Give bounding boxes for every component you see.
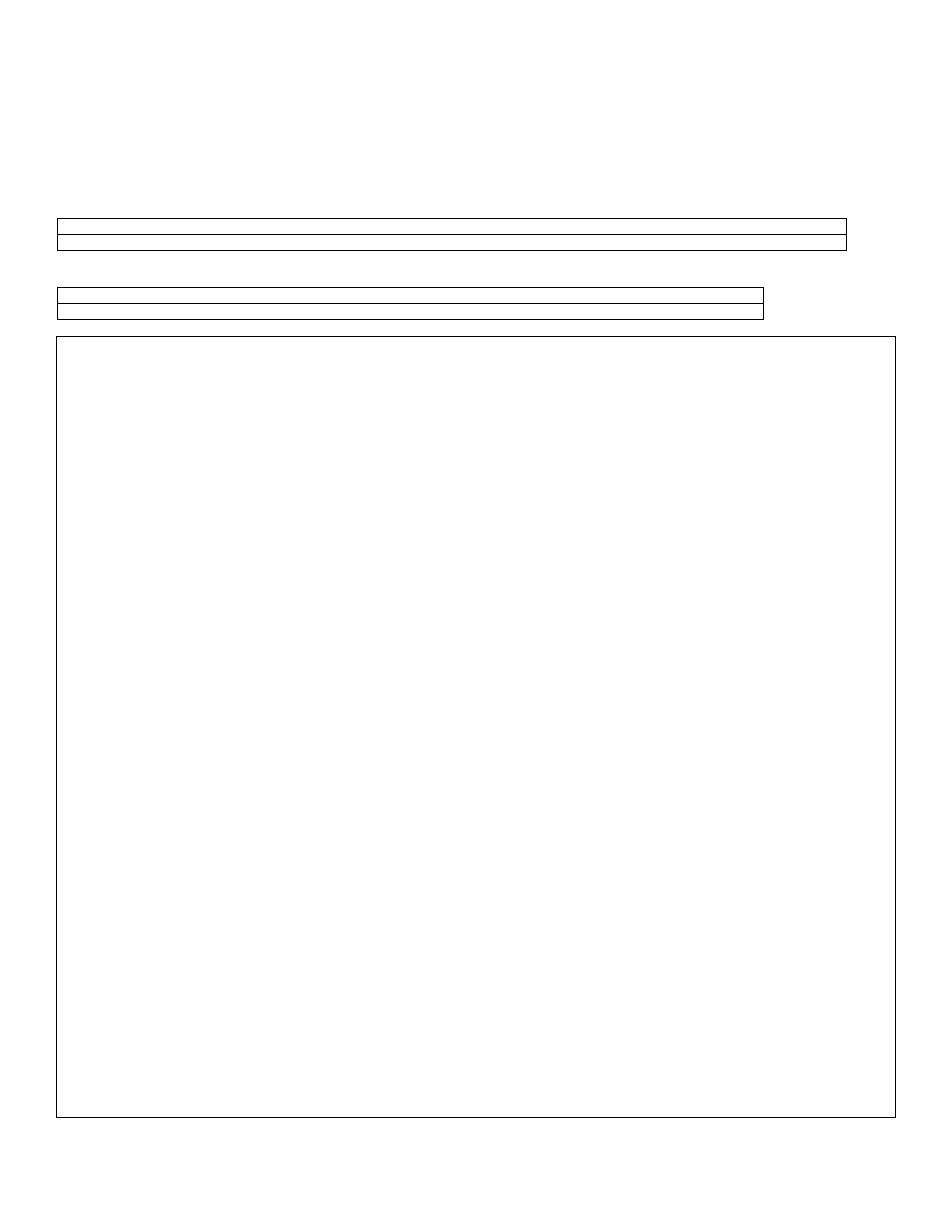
service-info: [57, 110, 895, 172]
us-pressure-row: [58, 304, 764, 320]
metric-ratings-table: [57, 218, 847, 251]
metric-pressure-row: [58, 235, 847, 251]
items-table: [56, 336, 896, 1118]
us-pressure-label: [58, 304, 764, 320]
metric-temp-row: [58, 219, 847, 235]
us-temp-row: [58, 288, 764, 304]
metric-pressure-label: [58, 235, 847, 251]
page-header: [57, 57, 895, 93]
us-ratings-table: [57, 287, 764, 320]
metric-temp-label: [58, 219, 847, 235]
us-temp-label: [58, 288, 764, 304]
